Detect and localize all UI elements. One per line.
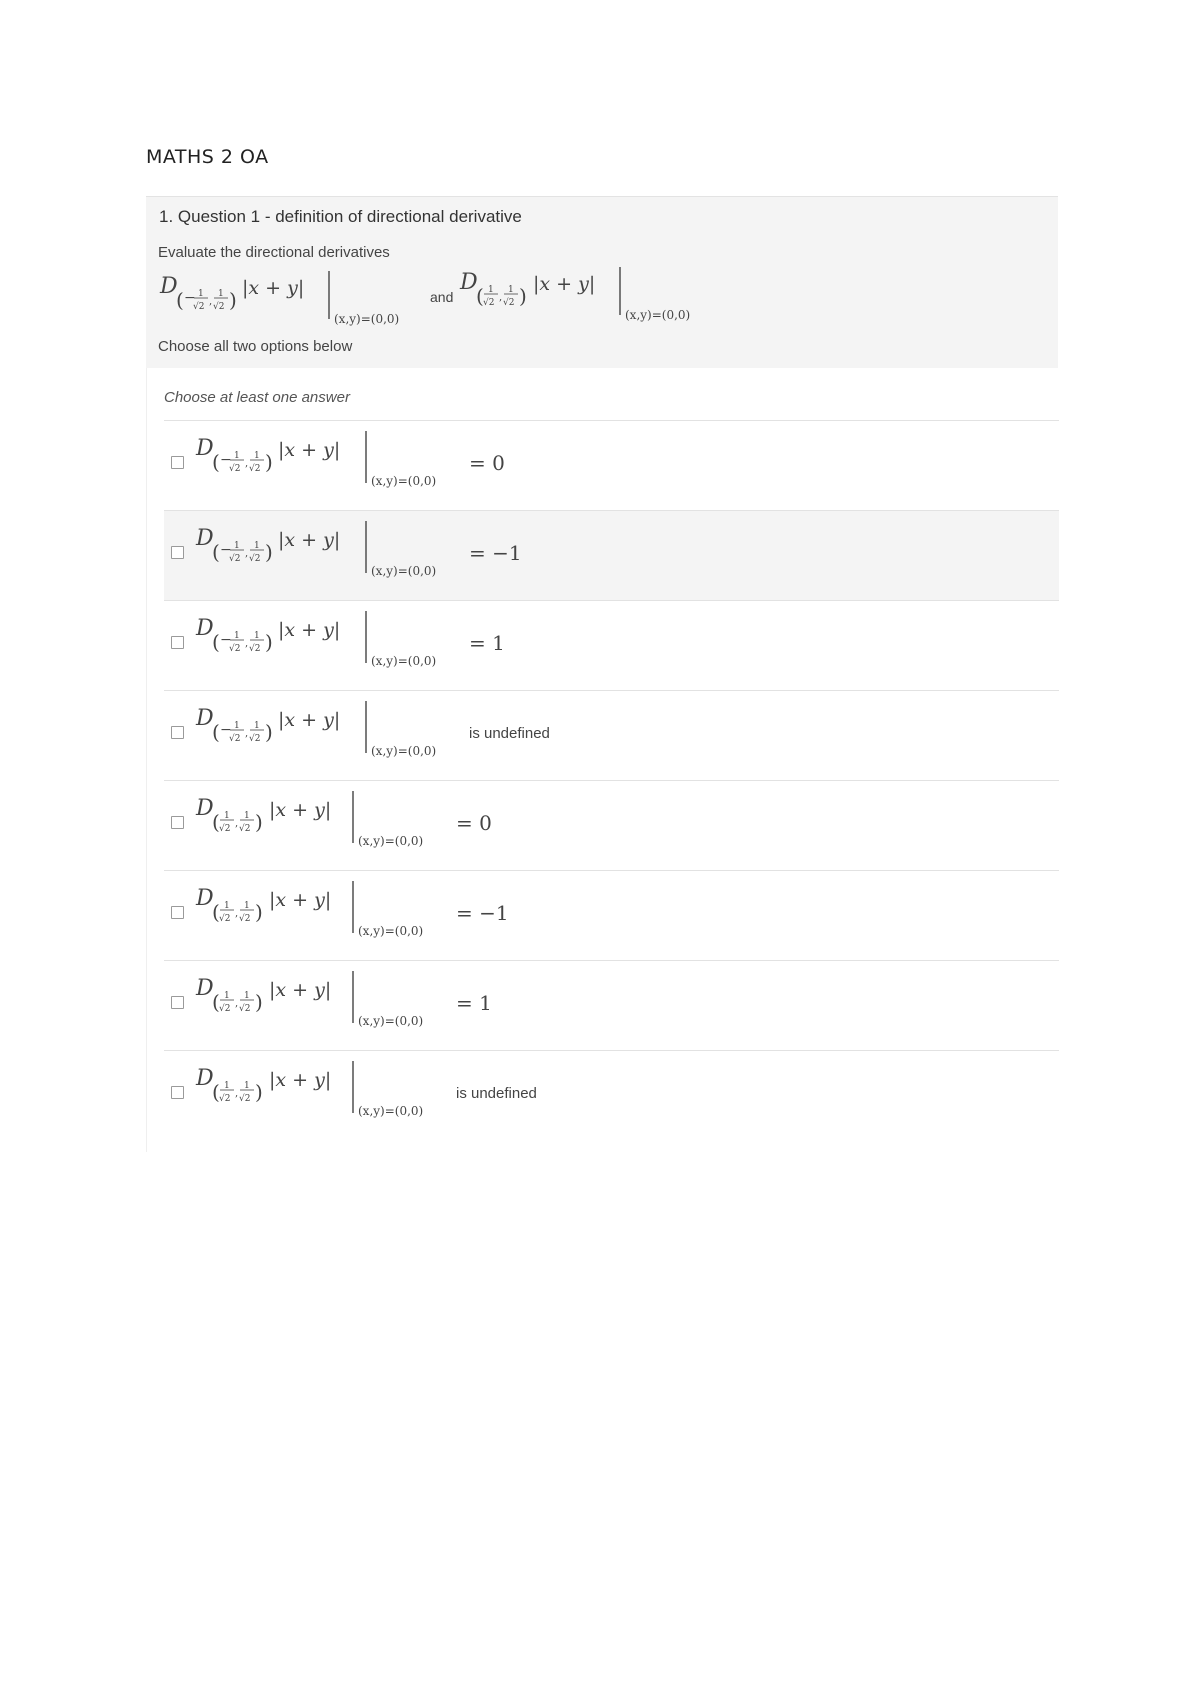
option-expression	[194, 511, 474, 591]
answer-option-6[interactable]	[164, 870, 1059, 960]
answer-result: is undefined	[469, 725, 550, 742]
svg-text:D: D	[196, 526, 214, 551]
svg-text:,: ,	[245, 548, 249, 559]
svg-text:1: 1	[234, 631, 240, 641]
svg-text:D: D	[196, 1066, 214, 1091]
svg-text:√2: √2	[249, 464, 261, 474]
svg-text:√2: √2	[239, 824, 251, 834]
svg-text:,: ,	[499, 292, 503, 303]
svg-text:√2: √2	[249, 734, 261, 744]
directional-derivative-math	[159, 271, 399, 326]
answer-result: = 0	[456, 811, 492, 835]
svg-text:): )	[255, 990, 263, 1014]
answer-panel	[146, 368, 1059, 1152]
svg-text:|x + y|: |x + y|	[242, 277, 305, 299]
answer-checkbox[interactable]	[171, 906, 184, 919]
svg-text:D: D	[196, 976, 214, 1001]
svg-text:√2: √2	[503, 298, 515, 308]
svg-text:|x + y|: |x + y|	[533, 273, 596, 295]
svg-text:|x + y|: |x + y|	[269, 1069, 332, 1091]
svg-text:√2: √2	[193, 302, 205, 312]
svg-text:1: 1	[234, 451, 240, 461]
answer-option-1[interactable]	[164, 420, 1059, 510]
svg-text:1: 1	[244, 901, 250, 911]
svg-text:|x + y|: |x + y|	[278, 529, 341, 551]
svg-text:(x,y)=(0,0): (x,y)=(0,0)	[358, 1104, 424, 1118]
answer-checkbox[interactable]	[171, 456, 184, 469]
answer-option-3[interactable]	[164, 600, 1059, 690]
svg-text:1: 1	[244, 1081, 250, 1091]
svg-text:D: D	[160, 274, 178, 299]
svg-text:,: ,	[235, 1088, 239, 1099]
svg-text:(x,y)=(0,0): (x,y)=(0,0)	[625, 308, 691, 322]
answer-option-2[interactable]	[164, 510, 1059, 600]
svg-text:√2: √2	[249, 554, 261, 564]
svg-text:√2: √2	[219, 1004, 231, 1014]
svg-text:D: D	[460, 270, 478, 295]
svg-text:√2: √2	[219, 1094, 231, 1104]
svg-text:1: 1	[224, 991, 230, 1001]
expression-negative-direction	[158, 269, 418, 331]
svg-text:1: 1	[254, 721, 260, 731]
svg-text:1: 1	[234, 721, 240, 731]
answer-result: = −1	[469, 541, 522, 565]
svg-text:1: 1	[198, 289, 204, 299]
svg-text:(x,y)=(0,0): (x,y)=(0,0)	[371, 564, 437, 578]
svg-text:(x,y)=(0,0): (x,y)=(0,0)	[334, 312, 400, 326]
answer-result: = −1	[456, 901, 509, 925]
svg-text:(: (	[212, 900, 220, 924]
svg-text:−: −	[220, 452, 232, 468]
svg-text:,: ,	[235, 908, 239, 919]
svg-text:√2: √2	[229, 554, 241, 564]
svg-text:|x + y|: |x + y|	[278, 439, 341, 461]
directional-derivative-math	[459, 267, 690, 322]
svg-text:1: 1	[234, 541, 240, 551]
svg-text:): )	[265, 540, 273, 564]
svg-text:1: 1	[254, 631, 260, 641]
answer-option-8[interactable]	[164, 1050, 1059, 1140]
svg-text:,: ,	[245, 728, 249, 739]
svg-text:(x,y)=(0,0): (x,y)=(0,0)	[358, 834, 424, 848]
svg-text:): )	[265, 720, 273, 744]
question-heading: 1. Question 1 - definition of directional derivative	[159, 207, 522, 226]
svg-text:√2: √2	[249, 644, 261, 654]
svg-text:(: (	[212, 720, 220, 744]
document-title: MATHS 2 OA	[146, 146, 269, 168]
svg-text:|x + y|: |x + y|	[269, 979, 332, 1001]
svg-text:|x + y|: |x + y|	[278, 619, 341, 641]
question-instruction: Choose all two options below	[158, 338, 353, 355]
svg-text:): )	[255, 900, 263, 924]
svg-text:D: D	[196, 796, 214, 821]
svg-text:|x + y|: |x + y|	[269, 799, 332, 821]
answer-prompt: Choose at least one answer	[164, 389, 350, 406]
svg-text:): )	[265, 630, 273, 654]
svg-text:1: 1	[244, 991, 250, 1001]
svg-text:−: −	[220, 632, 232, 648]
svg-text:√2: √2	[239, 1004, 251, 1014]
svg-text:,: ,	[209, 296, 213, 307]
option-expression	[194, 1051, 474, 1131]
option-expression	[194, 871, 474, 951]
svg-text:(: (	[176, 288, 184, 312]
svg-text:): )	[229, 288, 237, 312]
svg-text:√2: √2	[483, 298, 495, 308]
option-expression	[194, 781, 474, 861]
svg-text:√2: √2	[213, 302, 225, 312]
answer-result: is undefined	[456, 1085, 537, 1102]
svg-text:1: 1	[224, 1081, 230, 1091]
svg-text:|x + y|: |x + y|	[278, 709, 341, 731]
svg-text:D: D	[196, 886, 214, 911]
svg-text:(: (	[476, 284, 484, 308]
svg-text:√2: √2	[229, 464, 241, 474]
svg-text:1: 1	[224, 811, 230, 821]
svg-text:(x,y)=(0,0): (x,y)=(0,0)	[358, 924, 424, 938]
svg-text:−: −	[220, 722, 232, 738]
question-prompt: Evaluate the directional derivatives	[158, 244, 390, 261]
answer-option-4[interactable]	[164, 690, 1059, 780]
svg-text:(: (	[212, 810, 220, 834]
answer-checkbox[interactable]	[171, 816, 184, 829]
svg-text:(x,y)=(0,0): (x,y)=(0,0)	[358, 1014, 424, 1028]
question-card	[146, 196, 1058, 369]
answer-result: = 1	[469, 631, 505, 655]
svg-text:1: 1	[224, 901, 230, 911]
answer-checkbox[interactable]	[171, 546, 184, 559]
svg-text:,: ,	[245, 638, 249, 649]
svg-text:1: 1	[244, 811, 250, 821]
svg-text:(x,y)=(0,0): (x,y)=(0,0)	[371, 474, 437, 488]
expression-positive-direction	[458, 265, 718, 327]
option-expression	[194, 421, 474, 501]
svg-text:(: (	[212, 450, 220, 474]
answer-option-5[interactable]	[164, 780, 1059, 870]
svg-text:√2: √2	[219, 914, 231, 924]
svg-text:): )	[255, 1080, 263, 1104]
svg-text:(x,y)=(0,0): (x,y)=(0,0)	[371, 744, 437, 758]
svg-text:(: (	[212, 1080, 220, 1104]
answer-checkbox[interactable]	[171, 1086, 184, 1099]
svg-text:√2: √2	[239, 914, 251, 924]
svg-text:√2: √2	[219, 824, 231, 834]
svg-text:,: ,	[235, 998, 239, 1009]
svg-text:1: 1	[488, 285, 494, 295]
svg-text:1: 1	[218, 289, 224, 299]
question-connector: and	[430, 289, 454, 305]
svg-text:(: (	[212, 540, 220, 564]
answer-option-7[interactable]	[164, 960, 1059, 1050]
svg-text:(x,y)=(0,0): (x,y)=(0,0)	[371, 654, 437, 668]
svg-text:,: ,	[235, 818, 239, 829]
svg-text:): )	[519, 284, 527, 308]
answer-checkbox[interactable]	[171, 636, 184, 649]
svg-text:(: (	[212, 990, 220, 1014]
svg-text:,: ,	[245, 458, 249, 469]
answer-result: = 0	[469, 451, 505, 475]
svg-text:D: D	[196, 706, 214, 731]
svg-text:): )	[265, 450, 273, 474]
option-expression	[194, 961, 474, 1041]
svg-text:D: D	[196, 436, 214, 461]
svg-text:|x + y|: |x + y|	[269, 889, 332, 911]
answer-checkbox[interactable]	[171, 996, 184, 1009]
svg-text:√2: √2	[229, 734, 241, 744]
svg-text:−: −	[220, 542, 232, 558]
svg-text:D: D	[196, 616, 214, 641]
svg-text:1: 1	[254, 451, 260, 461]
option-expression	[194, 691, 474, 771]
answer-result: = 1	[456, 991, 492, 1015]
svg-text:): )	[255, 810, 263, 834]
svg-text:√2: √2	[239, 1094, 251, 1104]
svg-text:1: 1	[508, 285, 514, 295]
answer-checkbox[interactable]	[171, 726, 184, 739]
svg-text:1: 1	[254, 541, 260, 551]
svg-text:−: −	[184, 290, 196, 306]
option-expression	[194, 601, 474, 681]
svg-text:(: (	[212, 630, 220, 654]
svg-text:√2: √2	[229, 644, 241, 654]
